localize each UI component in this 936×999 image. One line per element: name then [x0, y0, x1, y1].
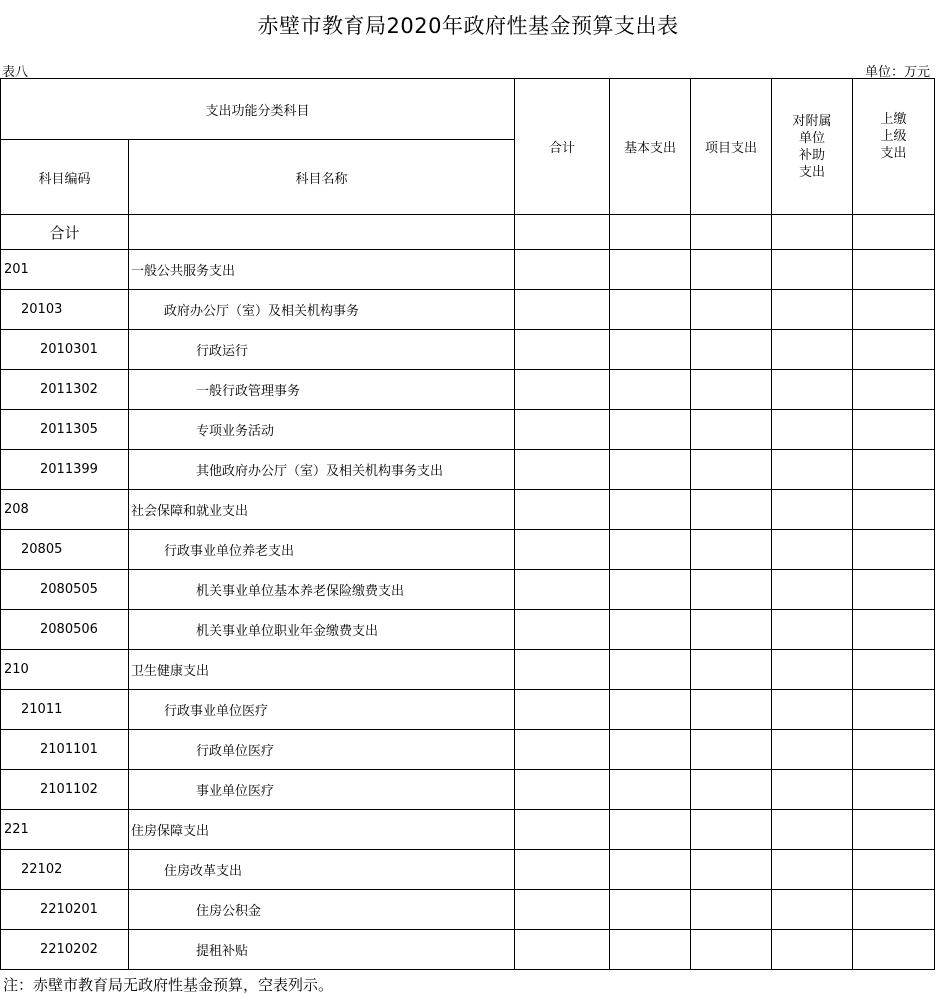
header-subsidy-line: 单位 — [799, 130, 826, 146]
amount-cell — [853, 730, 935, 770]
table-row — [1, 850, 935, 890]
amount-cell — [853, 930, 935, 970]
amount-cell — [610, 610, 691, 650]
amount-cell — [772, 770, 853, 810]
amount-cell — [515, 810, 610, 850]
amount-cell — [772, 690, 853, 730]
amount-cell — [610, 290, 691, 330]
amount-cell — [515, 530, 610, 570]
table-row — [1, 930, 935, 970]
amount-cell — [691, 930, 772, 970]
header-basic-expenditure: 基本支出 — [610, 79, 691, 215]
amount-cell — [515, 370, 610, 410]
amount-cell — [691, 490, 772, 530]
table-row — [1, 450, 935, 490]
amount-cell — [772, 290, 853, 330]
amount-cell — [772, 330, 853, 370]
amount-cell — [853, 290, 935, 330]
amount-cell — [515, 290, 610, 330]
amount-cell — [691, 290, 772, 330]
amount-cell — [610, 450, 691, 490]
amount-cell — [515, 250, 610, 290]
total-row-cell — [853, 215, 935, 250]
amount-cell — [610, 330, 691, 370]
subject-code-cell: 2011399 — [1, 450, 129, 490]
subject-name-cell: 机关事业单位基本养老保险缴费支出 — [129, 570, 515, 610]
amount-cell — [515, 690, 610, 730]
total-row-name — [129, 215, 515, 250]
subject-code-cell: 201 — [1, 250, 129, 290]
amount-cell — [691, 250, 772, 290]
amount-cell — [515, 650, 610, 690]
amount-cell — [515, 850, 610, 890]
budget-table — [0, 78, 935, 970]
table-row — [1, 370, 935, 410]
amount-cell — [853, 690, 935, 730]
header-subject-code: 科目编码 — [1, 140, 129, 215]
amount-cell — [691, 370, 772, 410]
table-row — [1, 410, 935, 450]
total-row — [1, 215, 935, 250]
table-row — [1, 890, 935, 930]
amount-cell — [772, 930, 853, 970]
total-row-label: 合计 — [1, 215, 129, 250]
amount-cell — [772, 610, 853, 650]
header-row-1 — [1, 79, 935, 140]
amount-cell — [691, 330, 772, 370]
amount-cell — [610, 890, 691, 930]
subject-name-cell: 其他政府办公厅（室）及相关机构事务支出 — [129, 450, 515, 490]
header-subsidy-line: 支出 — [799, 164, 826, 180]
amount-cell — [853, 850, 935, 890]
subject-name-cell: 行政运行 — [129, 330, 515, 370]
amount-cell — [772, 250, 853, 290]
subject-name-cell: 机关事业单位职业年金缴费支出 — [129, 610, 515, 650]
amount-cell — [853, 570, 935, 610]
page-title: 赤壁市教育局2020年政府性基金预算支出表 — [257, 14, 679, 38]
amount-cell — [691, 770, 772, 810]
table-row — [1, 290, 935, 330]
amount-cell — [853, 770, 935, 810]
subject-name-cell: 事业单位医疗 — [129, 770, 515, 810]
subject-name-cell: 提租补贴 — [129, 930, 515, 970]
amount-cell — [772, 650, 853, 690]
amount-cell — [691, 850, 772, 890]
total-row-cell — [691, 215, 772, 250]
subject-code-cell: 221 — [1, 810, 129, 850]
amount-cell — [853, 650, 935, 690]
amount-cell — [610, 650, 691, 690]
amount-cell — [515, 890, 610, 930]
amount-cell — [691, 890, 772, 930]
amount-cell — [853, 490, 935, 530]
amount-cell — [515, 770, 610, 810]
amount-cell — [610, 410, 691, 450]
amount-cell — [515, 610, 610, 650]
header-remit-line: 上缴 — [880, 112, 907, 127]
amount-cell — [853, 810, 935, 850]
amount-cell — [772, 530, 853, 570]
header-subsidy-line: 补助 — [799, 147, 826, 163]
amount-cell — [610, 930, 691, 970]
amount-cell — [772, 570, 853, 610]
amount-cell — [691, 610, 772, 650]
header-remit-superior — [853, 79, 935, 215]
amount-cell — [691, 570, 772, 610]
table-row — [1, 570, 935, 610]
subject-name-cell: 住房保障支出 — [129, 810, 515, 850]
amount-cell — [610, 810, 691, 850]
subject-name-cell: 行政事业单位养老支出 — [129, 530, 515, 570]
amount-cell — [691, 450, 772, 490]
amount-cell — [691, 530, 772, 570]
amount-cell — [772, 890, 853, 930]
subject-name-cell: 专项业务活动 — [129, 410, 515, 450]
header-subject-name: 科目名称 — [129, 140, 515, 215]
table-row — [1, 330, 935, 370]
amount-cell — [610, 530, 691, 570]
table-row — [1, 810, 935, 850]
amount-cell — [853, 410, 935, 450]
subject-name-cell: 政府办公厅（室）及相关机构事务 — [129, 290, 515, 330]
amount-cell — [515, 490, 610, 530]
amount-cell — [772, 810, 853, 850]
amount-cell — [853, 450, 935, 490]
total-row-cell — [610, 215, 691, 250]
table-row — [1, 730, 935, 770]
subject-code-cell: 2011302 — [1, 370, 129, 410]
subject-code-cell: 2080505 — [1, 570, 129, 610]
subject-name-cell: 卫生健康支出 — [129, 650, 515, 690]
subject-name-cell: 一般公共服务支出 — [129, 250, 515, 290]
header-project-expenditure: 项目支出 — [691, 79, 772, 215]
table-row — [1, 490, 935, 530]
subject-code-cell: 2101101 — [1, 730, 129, 770]
header-remit-line: 支出 — [880, 146, 907, 161]
amount-cell — [610, 850, 691, 890]
total-row-cell — [772, 215, 853, 250]
amount-cell — [853, 530, 935, 570]
amount-cell — [772, 490, 853, 530]
amount-cell — [691, 410, 772, 450]
footnote: 注：赤壁市教育局无政府性基金预算，空表列示。 — [3, 976, 334, 994]
subject-code-cell: 2210202 — [1, 930, 129, 970]
amount-cell — [772, 370, 853, 410]
table-row — [1, 250, 935, 290]
table-body — [1, 79, 935, 970]
subject-code-cell: 2011305 — [1, 410, 129, 450]
subject-code-cell: 22102 — [1, 850, 129, 890]
subject-name-cell: 社会保障和就业支出 — [129, 490, 515, 530]
subject-code-cell: 2080506 — [1, 610, 129, 650]
subject-name-cell: 一般行政管理事务 — [129, 370, 515, 410]
subject-name-cell: 行政单位医疗 — [129, 730, 515, 770]
amount-cell — [610, 570, 691, 610]
amount-cell — [772, 450, 853, 490]
header-subsidy-line: 对附属 — [792, 113, 832, 129]
table-row — [1, 770, 935, 810]
subject-code-cell: 2210201 — [1, 890, 129, 930]
amount-cell — [853, 890, 935, 930]
total-row-cell — [515, 215, 610, 250]
subject-code-cell: 2010301 — [1, 330, 129, 370]
subject-name-cell: 行政事业单位医疗 — [129, 690, 515, 730]
amount-cell — [691, 690, 772, 730]
amount-cell — [515, 410, 610, 450]
table-row — [1, 610, 935, 650]
amount-cell — [515, 330, 610, 370]
amount-cell — [610, 250, 691, 290]
amount-cell — [515, 450, 610, 490]
header-function-classification: 支出功能分类科目 — [1, 79, 515, 140]
amount-cell — [772, 730, 853, 770]
amount-cell — [853, 250, 935, 290]
amount-cell — [515, 730, 610, 770]
amount-cell — [691, 650, 772, 690]
amount-cell — [610, 490, 691, 530]
subject-code-cell: 20103 — [1, 290, 129, 330]
subject-code-cell: 21011 — [1, 690, 129, 730]
amount-cell — [853, 610, 935, 650]
amount-cell — [610, 370, 691, 410]
amount-cell — [772, 410, 853, 450]
subject-code-cell: 208 — [1, 490, 129, 530]
table-row — [1, 530, 935, 570]
table-row — [1, 650, 935, 690]
amount-cell — [515, 930, 610, 970]
amount-cell — [610, 770, 691, 810]
subject-name-cell: 住房公积金 — [129, 890, 515, 930]
unit-label: 单位：万元 — [864, 65, 930, 80]
header-remit-line: 上级 — [880, 129, 907, 144]
amount-cell — [853, 370, 935, 410]
amount-cell — [853, 330, 935, 370]
table-number: 表八 — [2, 65, 29, 80]
subject-code-cell: 2101102 — [1, 770, 129, 810]
subject-code-cell: 20805 — [1, 530, 129, 570]
amount-cell — [610, 730, 691, 770]
table-row — [1, 690, 935, 730]
amount-cell — [515, 570, 610, 610]
amount-cell — [610, 690, 691, 730]
header-total: 合计 — [515, 79, 610, 215]
header-subsidy-affiliated — [772, 79, 853, 215]
amount-cell — [772, 850, 853, 890]
subject-code-cell: 210 — [1, 650, 129, 690]
subject-name-cell: 住房改革支出 — [129, 850, 515, 890]
amount-cell — [691, 730, 772, 770]
amount-cell — [691, 810, 772, 850]
